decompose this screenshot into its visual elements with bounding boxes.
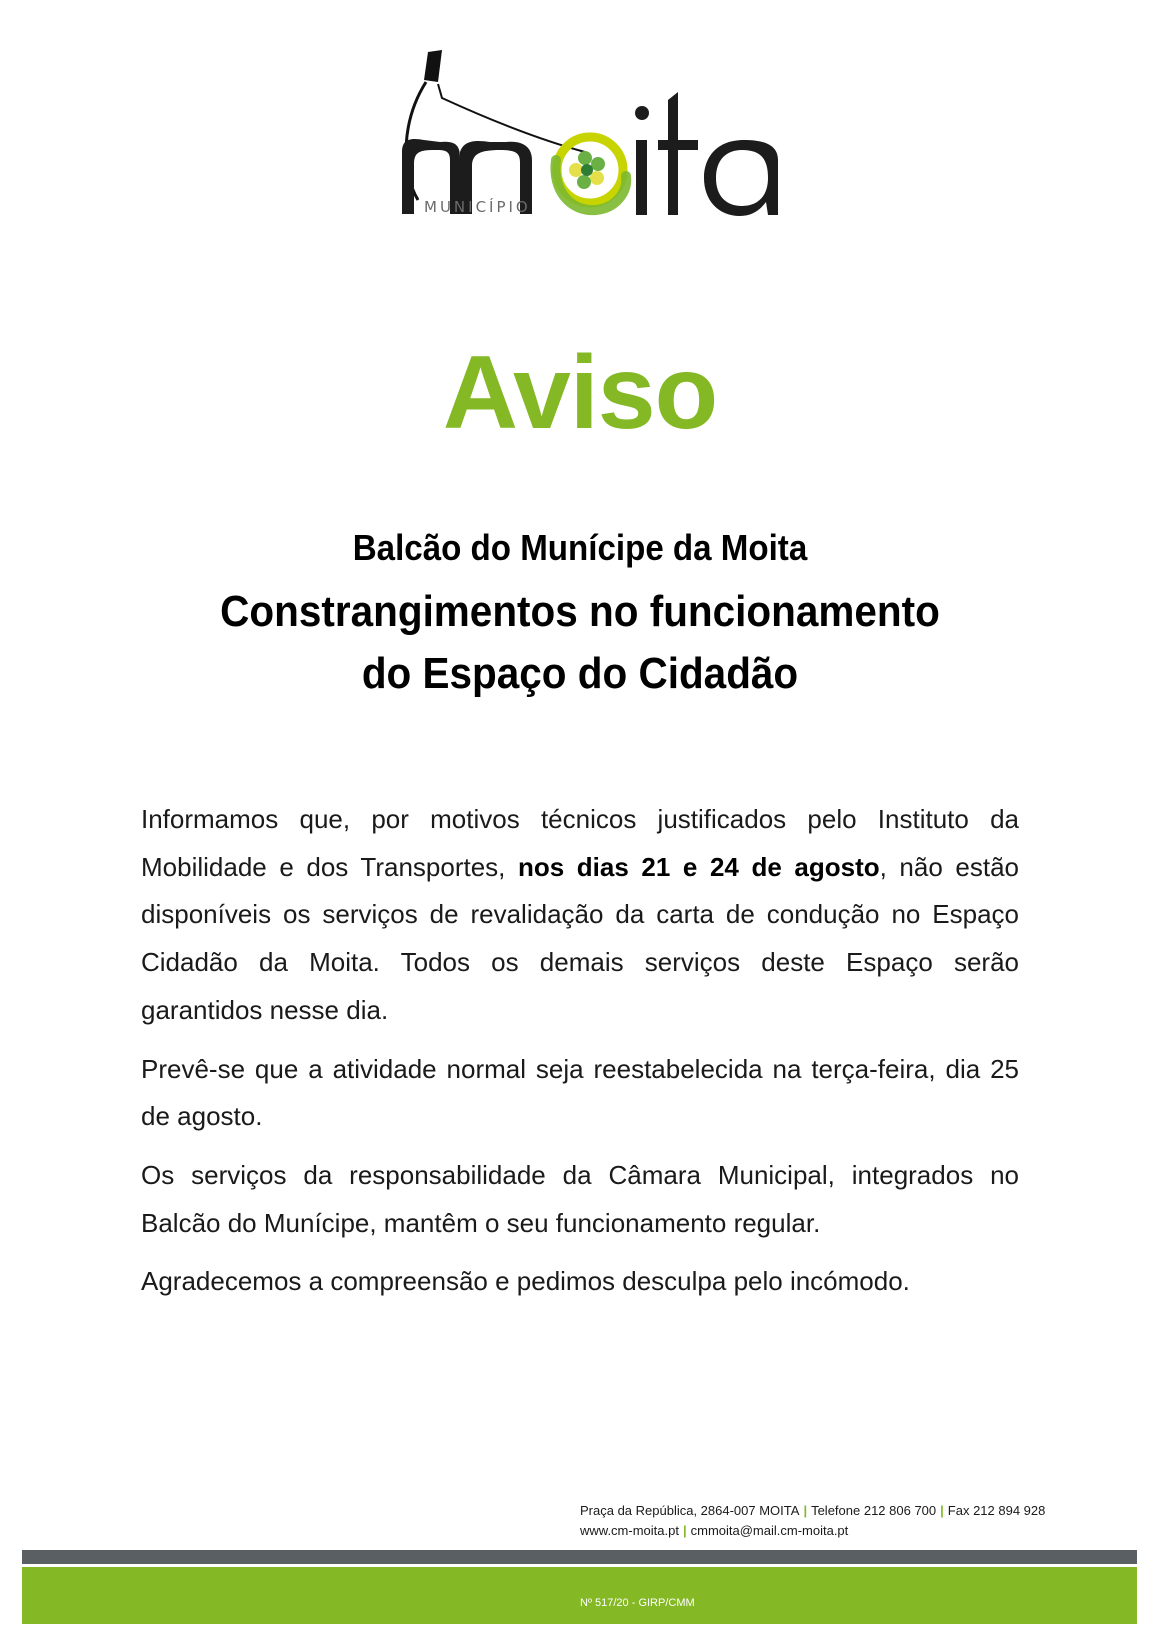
svg-text:MUNICÍPIO: MUNICÍPIO	[424, 198, 531, 216]
footer-green-band	[22, 1567, 1137, 1624]
notice-titles	[0, 525, 1160, 705]
footer-line-1	[580, 1501, 1045, 1521]
footer-fax: Fax 212 894 928	[947, 1503, 1046, 1518]
footer-email-link[interactable]: cmmoita@mail.cm-moita.pt	[690, 1523, 849, 1538]
moita-logo-icon	[380, 40, 800, 230]
footer-address: Praça da República, 2864-007 MOITA	[580, 1503, 800, 1518]
footer-website-link[interactable]: www.cm-moita.pt	[580, 1523, 679, 1538]
footer-contact	[580, 1501, 1045, 1541]
title-constrangimentos-line-2: do Espaço do Cidadão	[361, 649, 799, 698]
paragraph-2: Prevê-se que a atividade normal seja reestabelecida na terça-feira, dia 25 de agosto.	[141, 1053, 1019, 1132]
paragraph-3: Os serviços da responsabilidade da Câmara Municipal, integrados no Balcão do Munícipe, mantêm o seu funcionamento regular.	[141, 1159, 1019, 1238]
document-reference: Nº 517/20 - GIRP/CMM	[580, 1597, 695, 1609]
municipio-moita-logo	[380, 40, 800, 230]
footer-divider-bar	[22, 1550, 1137, 1564]
highlighted-dates: nos dias 21 e 24 de agosto	[517, 851, 880, 882]
title-balcao: Balcão do Munícipe da Moita	[352, 527, 808, 568]
paragraph-1: Informamos que, por motivos técnicos justificados pelo Instituto da Mobilidade e dos Transportes, nos dias 21 e 24 de agosto, não estão disponíveis os serviços de revalidação da carta de condução no Espaço Cidadão da Moita. Todos os demais serviços deste Espaço serão garantidos nesse dia.	[141, 804, 1019, 1025]
separator: |	[940, 1503, 944, 1518]
separator: |	[682, 1523, 687, 1538]
flower-icon	[569, 151, 605, 189]
footer-phone: Telefone 212 806 700	[811, 1503, 937, 1518]
footer-line-2	[580, 1521, 1045, 1541]
notice-heading: Aviso	[442, 335, 718, 451]
title-constrangimentos-line-1: Constrangimentos no funcionamento	[220, 587, 940, 636]
notice-body	[141, 796, 1019, 1317]
separator: |	[803, 1503, 808, 1518]
paragraph-4: Agradecemos a compreensão e pedimos desculpa pelo incómodo.	[141, 1266, 910, 1297]
